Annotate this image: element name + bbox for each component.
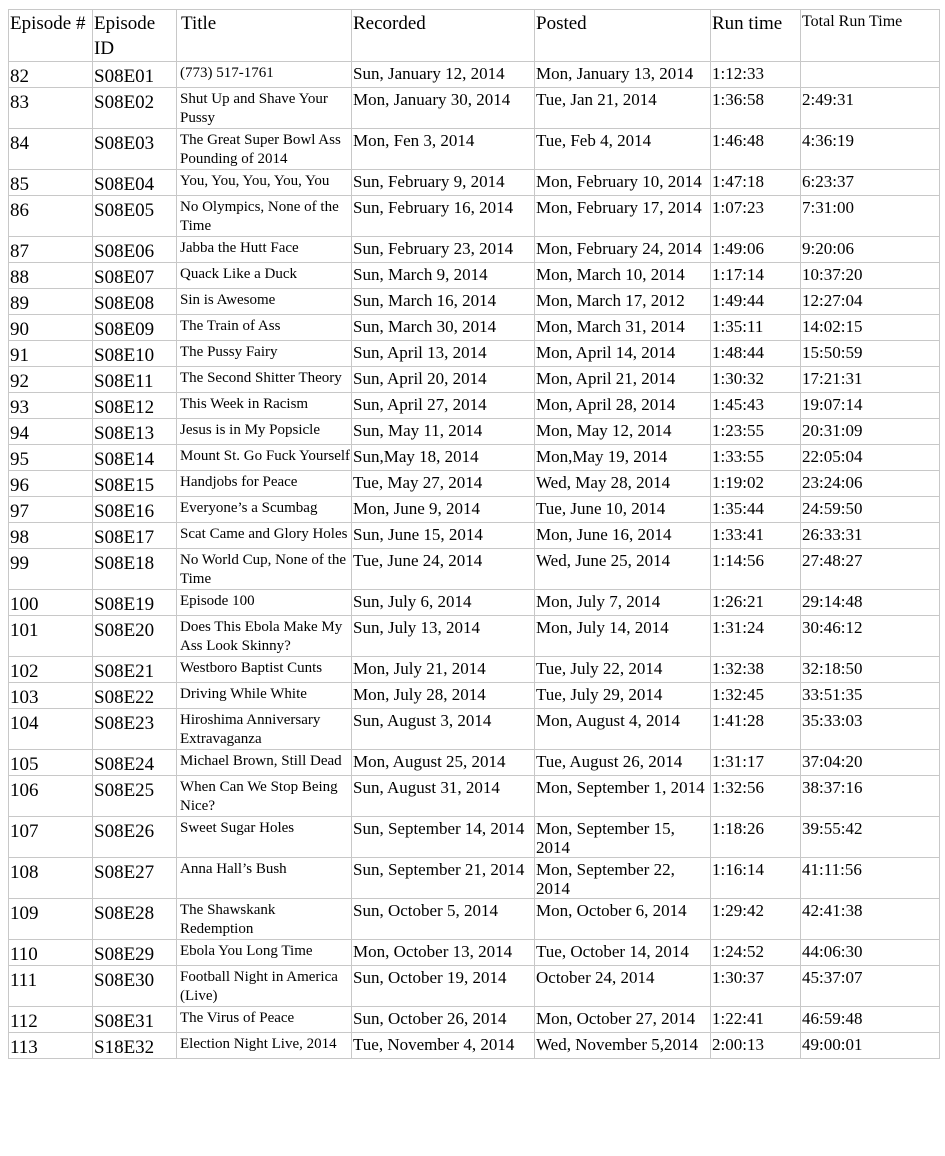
table-row [9, 196, 940, 237]
episode-title: No Olympics, None of the Time [177, 196, 352, 237]
posted-date: Mon, May 12, 2014 [535, 419, 711, 445]
recorded-date: Sun, September 14, 2014 [352, 817, 535, 858]
episode-id: S08E16 [93, 497, 177, 523]
run-time: 1:16:14 [711, 858, 801, 899]
run-time: 1:23:55 [711, 419, 801, 445]
posted-date: Mon, March 31, 2014 [535, 315, 711, 341]
header-run-time: Run time [711, 10, 801, 62]
posted-date: Mon, June 16, 2014 [535, 523, 711, 549]
run-time: 1:31:24 [711, 616, 801, 657]
posted-date: Mon, September 15, 2014 [535, 817, 711, 858]
recorded-date: Mon, July 21, 2014 [352, 657, 535, 683]
episode-title: The Great Super Bowl Ass Pounding of 2014 [177, 129, 352, 170]
table-row [9, 940, 940, 966]
total-run-time: 26:33:31 [801, 523, 940, 549]
recorded-date: Sun, February 9, 2014 [352, 170, 535, 196]
posted-date: Tue, June 10, 2014 [535, 497, 711, 523]
posted-date: Mon, January 13, 2014 [535, 62, 711, 88]
recorded-date: Sun, March 9, 2014 [352, 263, 535, 289]
total-run-time: 19:07:14 [801, 393, 940, 419]
episode-id: S08E30 [93, 966, 177, 1007]
posted-date: Mon, September 22, 2014 [535, 858, 711, 899]
recorded-date: Sun, February 16, 2014 [352, 196, 535, 237]
episode-number: 102 [9, 657, 93, 683]
episode-id: S08E11 [93, 367, 177, 393]
recorded-date: Sun, April 13, 2014 [352, 341, 535, 367]
episode-number: 95 [9, 445, 93, 471]
episode-id: S08E14 [93, 445, 177, 471]
episode-id: S08E23 [93, 709, 177, 750]
posted-date: Mon, February 24, 2014 [535, 237, 711, 263]
episode-title: This Week in Racism [177, 393, 352, 419]
run-time: 1:18:26 [711, 817, 801, 858]
total-run-time: 46:59:48 [801, 1007, 940, 1033]
total-run-time: 12:27:04 [801, 289, 940, 315]
episode-id: S08E05 [93, 196, 177, 237]
episode-number: 111 [9, 966, 93, 1007]
episode-id: S08E10 [93, 341, 177, 367]
table-row [9, 776, 940, 817]
episode-title: No World Cup, None of the Time [177, 549, 352, 590]
episode-title: Shut Up and Shave Your Pussy [177, 88, 352, 129]
episode-id: S08E21 [93, 657, 177, 683]
episode-number: 98 [9, 523, 93, 549]
table-row [9, 419, 940, 445]
posted-date: Mon,May 19, 2014 [535, 445, 711, 471]
table-row [9, 289, 940, 315]
episode-title: Jesus is in My Popsicle [177, 419, 352, 445]
total-run-time: 20:31:09 [801, 419, 940, 445]
posted-date: Mon, February 17, 2014 [535, 196, 711, 237]
episode-title: Football Night in America (Live) [177, 966, 352, 1007]
episode-id: S08E24 [93, 750, 177, 776]
posted-date: Mon, October 6, 2014 [535, 899, 711, 940]
run-time: 1:32:45 [711, 683, 801, 709]
recorded-date: Sun, October 5, 2014 [352, 899, 535, 940]
table-row [9, 966, 940, 1007]
episode-id: S08E02 [93, 88, 177, 129]
episode-id: S08E04 [93, 170, 177, 196]
table-row [9, 62, 940, 88]
run-time: 1:29:42 [711, 899, 801, 940]
run-time: 1:17:14 [711, 263, 801, 289]
episode-id: S08E01 [93, 62, 177, 88]
total-run-time: 17:21:31 [801, 367, 940, 393]
episode-number: 87 [9, 237, 93, 263]
posted-date: Mon, July 14, 2014 [535, 616, 711, 657]
episode-title: The Pussy Fairy [177, 341, 352, 367]
run-time: 1:32:56 [711, 776, 801, 817]
episode-id: S08E29 [93, 940, 177, 966]
episode-id: S08E31 [93, 1007, 177, 1033]
recorded-date: Sun, September 21, 2014 [352, 858, 535, 899]
episode-id: S08E15 [93, 471, 177, 497]
table-row [9, 709, 940, 750]
run-time: 1:32:38 [711, 657, 801, 683]
total-run-time: 45:37:07 [801, 966, 940, 1007]
total-run-time: 6:23:37 [801, 170, 940, 196]
recorded-date: Sun, October 19, 2014 [352, 966, 535, 1007]
total-run-time: 10:37:20 [801, 263, 940, 289]
table-row [9, 683, 940, 709]
episode-number: 92 [9, 367, 93, 393]
episode-number: 96 [9, 471, 93, 497]
episode-id: S08E09 [93, 315, 177, 341]
table-row [9, 858, 940, 899]
table-row [9, 590, 940, 616]
posted-date: Mon, April 21, 2014 [535, 367, 711, 393]
total-run-time: 32:18:50 [801, 657, 940, 683]
total-run-time: 42:41:38 [801, 899, 940, 940]
total-run-time [801, 62, 940, 88]
total-run-time: 49:00:01 [801, 1033, 940, 1059]
table-row [9, 497, 940, 523]
total-run-time: 15:50:59 [801, 341, 940, 367]
run-time: 2:00:13 [711, 1033, 801, 1059]
header-total-run-time: Total Run Time [801, 10, 940, 62]
episode-id: S08E12 [93, 393, 177, 419]
total-run-time: 29:14:48 [801, 590, 940, 616]
total-run-time: 30:46:12 [801, 616, 940, 657]
run-time: 1:12:33 [711, 62, 801, 88]
episode-title: When Can We Stop Being Nice? [177, 776, 352, 817]
posted-date: Mon, September 1, 2014 [535, 776, 711, 817]
posted-date: Mon, April 14, 2014 [535, 341, 711, 367]
episode-number: 101 [9, 616, 93, 657]
run-time: 1:49:06 [711, 237, 801, 263]
episode-title: The Train of Ass [177, 315, 352, 341]
table-row [9, 616, 940, 657]
episode-number: 88 [9, 263, 93, 289]
recorded-date: Mon, Fen 3, 2014 [352, 129, 535, 170]
table-row [9, 367, 940, 393]
recorded-date: Sun, February 23, 2014 [352, 237, 535, 263]
run-time: 1:36:58 [711, 88, 801, 129]
episode-number: 100 [9, 590, 93, 616]
run-time: 1:35:44 [711, 497, 801, 523]
episode-title: Westboro Baptist Cunts [177, 657, 352, 683]
table-row [9, 129, 940, 170]
episode-title: Anna Hall’s Bush [177, 858, 352, 899]
posted-date: Mon, March 10, 2014 [535, 263, 711, 289]
posted-date: Tue, July 22, 2014 [535, 657, 711, 683]
episode-number: 110 [9, 940, 93, 966]
run-time: 1:49:44 [711, 289, 801, 315]
run-time: 1:26:21 [711, 590, 801, 616]
episode-number: 86 [9, 196, 93, 237]
episode-number: 97 [9, 497, 93, 523]
total-run-time: 4:36:19 [801, 129, 940, 170]
episode-number: 104 [9, 709, 93, 750]
recorded-date: Sun, July 6, 2014 [352, 590, 535, 616]
posted-date: Wed, May 28, 2014 [535, 471, 711, 497]
run-time: 1:19:02 [711, 471, 801, 497]
run-time: 1:47:18 [711, 170, 801, 196]
posted-date: Tue, July 29, 2014 [535, 683, 711, 709]
posted-date: Tue, Jan 21, 2014 [535, 88, 711, 129]
episode-title: Sin is Awesome [177, 289, 352, 315]
total-run-time: 9:20:06 [801, 237, 940, 263]
episode-number: 113 [9, 1033, 93, 1059]
recorded-date: Sun, October 26, 2014 [352, 1007, 535, 1033]
header-recorded: Recorded [352, 10, 535, 62]
posted-date: October 24, 2014 [535, 966, 711, 1007]
recorded-date: Sun, August 31, 2014 [352, 776, 535, 817]
episode-number: 107 [9, 817, 93, 858]
episode-title: Episode 100 [177, 590, 352, 616]
header-episode-number: Episode # [9, 10, 93, 62]
header-title: Title [177, 10, 352, 62]
run-time: 1:35:11 [711, 315, 801, 341]
episode-id: S08E20 [93, 616, 177, 657]
recorded-date: Sun, July 13, 2014 [352, 616, 535, 657]
table-row [9, 471, 940, 497]
table-row [9, 523, 940, 549]
recorded-date: Mon, January 30, 2014 [352, 88, 535, 129]
run-time: 1:24:52 [711, 940, 801, 966]
run-time: 1:41:28 [711, 709, 801, 750]
episode-title: Driving While White [177, 683, 352, 709]
recorded-date: Sun, August 3, 2014 [352, 709, 535, 750]
posted-date: Wed, November 5,2014 [535, 1033, 711, 1059]
posted-date: Mon, October 27, 2014 [535, 1007, 711, 1033]
run-time: 1:07:23 [711, 196, 801, 237]
total-run-time: 35:33:03 [801, 709, 940, 750]
episode-id: S08E06 [93, 237, 177, 263]
run-time: 1:14:56 [711, 549, 801, 590]
episode-id: S08E26 [93, 817, 177, 858]
run-time: 1:22:41 [711, 1007, 801, 1033]
recorded-date: Sun,May 18, 2014 [352, 445, 535, 471]
total-run-time: 2:49:31 [801, 88, 940, 129]
posted-date: Tue, August 26, 2014 [535, 750, 711, 776]
posted-date: Wed, June 25, 2014 [535, 549, 711, 590]
episode-title: The Shawskank Redemption [177, 899, 352, 940]
episode-title: Michael Brown, Still Dead [177, 750, 352, 776]
recorded-date: Sun, March 30, 2014 [352, 315, 535, 341]
episode-id: S08E22 [93, 683, 177, 709]
posted-date: Tue, October 14, 2014 [535, 940, 711, 966]
episode-title: Ebola You Long Time [177, 940, 352, 966]
episode-number: 103 [9, 683, 93, 709]
episode-number: 84 [9, 129, 93, 170]
episode-number: 99 [9, 549, 93, 590]
episode-number: 89 [9, 289, 93, 315]
episode-title: (773) 517-1761 [177, 62, 352, 88]
episode-title: Sweet Sugar Holes [177, 817, 352, 858]
episode-id: S08E07 [93, 263, 177, 289]
table-row [9, 1007, 940, 1033]
posted-date: Mon, March 17, 2012 [535, 289, 711, 315]
total-run-time: 23:24:06 [801, 471, 940, 497]
episode-title: Quack Like a Duck [177, 263, 352, 289]
recorded-date: Mon, October 13, 2014 [352, 940, 535, 966]
table-row [9, 341, 940, 367]
table-row [9, 750, 940, 776]
recorded-date: Tue, May 27, 2014 [352, 471, 535, 497]
posted-date: Mon, August 4, 2014 [535, 709, 711, 750]
total-run-time: 14:02:15 [801, 315, 940, 341]
run-time: 1:45:43 [711, 393, 801, 419]
episode-title: Everyone’s a Scumbag [177, 497, 352, 523]
recorded-date: Sun, March 16, 2014 [352, 289, 535, 315]
header-posted: Posted [535, 10, 711, 62]
episode-title: Hiroshima Anniversary Extravaganza [177, 709, 352, 750]
episode-number: 106 [9, 776, 93, 817]
episode-id: S08E18 [93, 549, 177, 590]
episode-number: 90 [9, 315, 93, 341]
total-run-time: 41:11:56 [801, 858, 940, 899]
episode-number: 93 [9, 393, 93, 419]
total-run-time: 39:55:42 [801, 817, 940, 858]
episode-title: You, You, You, You, You [177, 170, 352, 196]
run-time: 1:46:48 [711, 129, 801, 170]
episode-number: 105 [9, 750, 93, 776]
episode-table [8, 9, 940, 1059]
posted-date: Mon, February 10, 2014 [535, 170, 711, 196]
episode-id: S08E17 [93, 523, 177, 549]
total-run-time: 33:51:35 [801, 683, 940, 709]
run-time: 1:31:17 [711, 750, 801, 776]
episode-title: Mount St. Go Fuck Yourself [177, 445, 352, 471]
total-run-time: 27:48:27 [801, 549, 940, 590]
recorded-date: Mon, July 28, 2014 [352, 683, 535, 709]
episode-title: Election Night Live, 2014 [177, 1033, 352, 1059]
posted-date: Mon, July 7, 2014 [535, 590, 711, 616]
run-time: 1:30:32 [711, 367, 801, 393]
recorded-date: Sun, May 11, 2014 [352, 419, 535, 445]
table-row [9, 657, 940, 683]
total-run-time: 37:04:20 [801, 750, 940, 776]
table-row [9, 170, 940, 196]
table-row [9, 899, 940, 940]
header-row [9, 10, 940, 62]
episode-title: Does This Ebola Make My Ass Look Skinny? [177, 616, 352, 657]
total-run-time: 44:06:30 [801, 940, 940, 966]
episode-number: 108 [9, 858, 93, 899]
run-time: 1:33:55 [711, 445, 801, 471]
recorded-date: Tue, November 4, 2014 [352, 1033, 535, 1059]
recorded-date: Tue, June 24, 2014 [352, 549, 535, 590]
table-row [9, 549, 940, 590]
episode-id: S08E19 [93, 590, 177, 616]
table-row [9, 237, 940, 263]
recorded-date: Sun, June 15, 2014 [352, 523, 535, 549]
episode-id: S08E25 [93, 776, 177, 817]
total-run-time: 38:37:16 [801, 776, 940, 817]
posted-date: Tue, Feb 4, 2014 [535, 129, 711, 170]
posted-date: Mon, April 28, 2014 [535, 393, 711, 419]
table-row [9, 393, 940, 419]
total-run-time: 7:31:00 [801, 196, 940, 237]
episode-title: Jabba the Hutt Face [177, 237, 352, 263]
table-row [9, 263, 940, 289]
table-row [9, 88, 940, 129]
episode-number: 112 [9, 1007, 93, 1033]
table-row [9, 1033, 940, 1059]
header-episode-id: Episode ID [93, 10, 177, 62]
episode-id: S08E13 [93, 419, 177, 445]
run-time: 1:30:37 [711, 966, 801, 1007]
run-time: 1:48:44 [711, 341, 801, 367]
episode-number: 91 [9, 341, 93, 367]
run-time: 1:33:41 [711, 523, 801, 549]
recorded-date: Sun, April 27, 2014 [352, 393, 535, 419]
episode-id: S08E27 [93, 858, 177, 899]
episode-id: S08E08 [93, 289, 177, 315]
table-row [9, 817, 940, 858]
recorded-date: Mon, June 9, 2014 [352, 497, 535, 523]
episode-number: 85 [9, 170, 93, 196]
episode-number: 82 [9, 62, 93, 88]
episode-id: S08E03 [93, 129, 177, 170]
table-row [9, 315, 940, 341]
table-row [9, 445, 940, 471]
episode-number: 94 [9, 419, 93, 445]
episode-id: S18E32 [93, 1033, 177, 1059]
episode-title: Handjobs for Peace [177, 471, 352, 497]
recorded-date: Sun, January 12, 2014 [352, 62, 535, 88]
episode-title: The Virus of Peace [177, 1007, 352, 1033]
total-run-time: 22:05:04 [801, 445, 940, 471]
total-run-time: 24:59:50 [801, 497, 940, 523]
episode-title: Scat Came and Glory Holes [177, 523, 352, 549]
episode-title: The Second Shitter Theory [177, 367, 352, 393]
recorded-date: Sun, April 20, 2014 [352, 367, 535, 393]
episode-number: 109 [9, 899, 93, 940]
episode-number: 83 [9, 88, 93, 129]
episode-id: S08E28 [93, 899, 177, 940]
recorded-date: Mon, August 25, 2014 [352, 750, 535, 776]
